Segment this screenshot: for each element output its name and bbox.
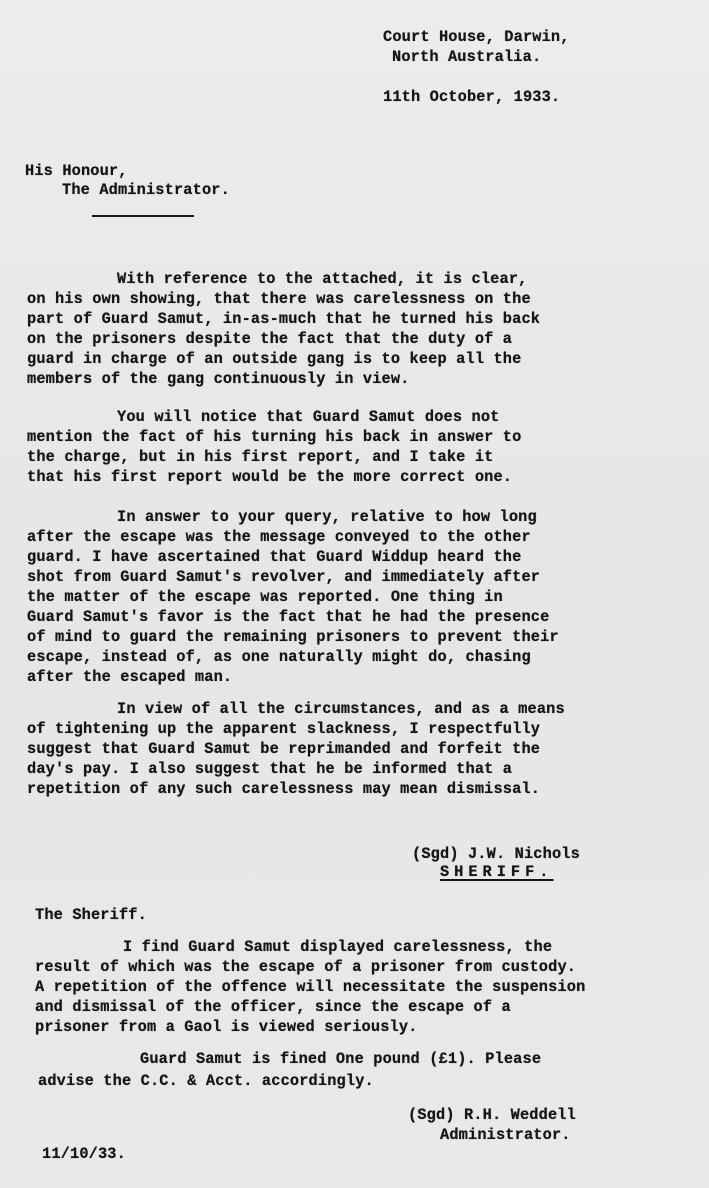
para3-line: after the escape was the message conveyed to the other xyxy=(27,528,531,546)
address-line-2: North Australia. xyxy=(392,48,542,66)
para2-line: that his first report would be the more correct one. xyxy=(27,468,513,486)
reply-para1-line: I find Guard Samut displayed carelessness, the xyxy=(123,938,553,956)
reply-para1-line: prisoner from a Gaol is viewed seriously. xyxy=(35,1018,418,1036)
para3-line: escape, instead of, as one naturally might do, chasing xyxy=(27,648,531,666)
salutation-rule xyxy=(92,215,194,217)
salutation-line-1: His Honour, xyxy=(25,162,128,180)
para4-line: of tightening up the apparent slackness, I respectfully xyxy=(27,720,541,738)
address-line-1: Court House, Darwin, xyxy=(383,28,570,46)
para2-line: the charge, but in his first report, and I take it xyxy=(27,448,494,466)
reply-addressee: The Sheriff. xyxy=(35,906,147,924)
reply-para1-line: A repetition of the offence will necessitate the suspension xyxy=(35,978,586,996)
para3-line: Guard Samut's favor is the fact that he had the presence xyxy=(27,608,550,626)
para1-line: guard in charge of an outside gang is to keep all the xyxy=(27,350,522,368)
reply-para2-line: advise the C.C. & Acct. accordingly. xyxy=(38,1072,374,1090)
reply-para1-line: result of which was the escape of a prisoner from custody. xyxy=(35,958,577,976)
para4-line: In view of all the circumstances, and as a means xyxy=(117,700,565,718)
para1-line: With reference to the attached, it is clear, xyxy=(117,270,528,288)
sheriff-signature-name: (Sgd) J.W. Nichols xyxy=(412,845,580,863)
para3-line: of mind to guard the remaining prisoners to prevent their xyxy=(27,628,559,646)
para4-line: repetition of any such carelessness may mean dismissal. xyxy=(27,780,541,798)
reply-para1-line: and dismissal of the officer, since the escape of a xyxy=(35,998,511,1016)
administrator-signature-name: (Sgd) R.H. Weddell xyxy=(408,1106,576,1124)
letter-date: 11th October, 1933. xyxy=(383,88,561,106)
para3-line: shot from Guard Samut's revolver, and immediately after xyxy=(27,568,541,586)
salutation-line-2: The Administrator. xyxy=(62,181,230,199)
reply-para2-line: Guard Samut is fined One pound (£1). Please xyxy=(140,1050,542,1068)
sheriff-signature-title: SHERIFF. xyxy=(440,863,554,881)
para1-line: on the prisoners despite the fact that the duty of a xyxy=(27,330,513,348)
para4-line: day's pay. I also suggest that he be informed that a xyxy=(27,760,513,778)
para1-line: members of the gang continuously in view. xyxy=(27,370,410,388)
administrator-signature-title: Administrator. xyxy=(440,1126,571,1144)
para4-line: suggest that Guard Samut be reprimanded and forfeit the xyxy=(27,740,541,758)
para3-line: the matter of the escape was reported. One thing in xyxy=(27,588,503,606)
para2-line: mention the fact of his turning his back in answer to xyxy=(27,428,522,446)
para3-line: after the escaped man. xyxy=(27,668,233,686)
para1-line: on his own showing, that there was carelessness on the xyxy=(27,290,531,308)
para3-line: In answer to your query, relative to how long xyxy=(117,508,537,526)
para1-line: part of Guard Samut, in-as-much that he turned his back xyxy=(27,310,541,328)
para3-line: guard. I have ascertained that Guard Widdup heard the xyxy=(27,548,522,566)
para2-line: You will notice that Guard Samut does not xyxy=(117,408,500,426)
footer-date: 11/10/33. xyxy=(42,1145,126,1163)
